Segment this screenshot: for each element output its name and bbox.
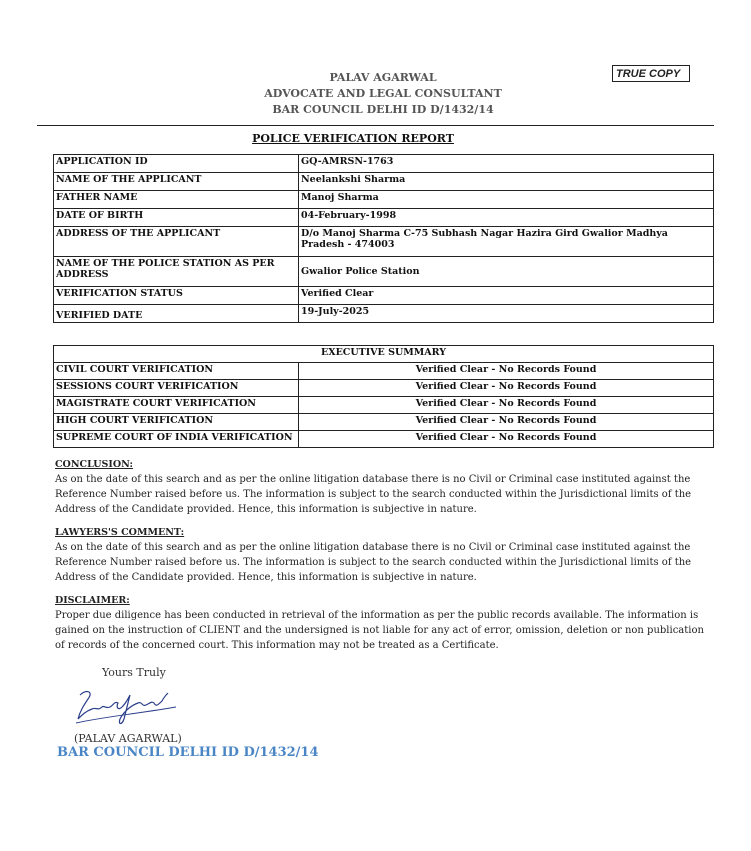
detail-value: Manoj Sharma [299,191,714,209]
conclusion-text: As on the date of this search and as per the online litigation database there is no Civil or Criminal case instituted against the Reference Number raised before us. The information is subject to the search conducted within the Jurisdictional limits of the Address of the Candidate provided. Hence, this information is subjective in nature. [55,474,692,515]
lawyers-comment-section [55,525,705,585]
conclusion-heading: CONCLUSION: [55,459,133,470]
signatory-bar-id: BAR COUNCIL DELHI ID D/1432/14 [57,745,319,760]
detail-label: APPLICATION ID [54,155,299,173]
table-row [54,346,714,363]
disclaimer-heading: DISCLAIMER: [55,595,130,606]
yours-truly: Yours Truly [102,666,166,679]
table-row [54,227,714,257]
summary-value: Verified Clear - No Records Found [299,431,714,448]
detail-label: VERIFICATION STATUS [54,287,299,305]
detail-value: GQ-AMRSN-1763 [299,155,714,173]
applicant-details-table [53,154,714,323]
detail-label: DATE OF BIRTH [54,209,299,227]
lawyers-comment-text: As on the date of this search and as per the online litigation database there is no Civil or Criminal case instituted against the Reference Number raised before us. The information is subject to the search conducted within the Jurisdictional limits of the Address of the Candidate provided. Hence, this information is subjective in nature. [55,542,692,583]
true-copy-stamp: TRUE COPY [612,65,690,82]
summary-value: Verified Clear - No Records Found [299,397,714,414]
detail-label: NAME OF THE APPLICANT [54,173,299,191]
table-row [54,173,714,191]
summary-label: HIGH COURT VERIFICATION [54,414,299,431]
table-row [54,257,714,287]
summary-value: Verified Clear - No Records Found [299,380,714,397]
table-row [54,363,714,380]
detail-label: VERIFIED DATE [54,305,299,323]
summary-label: SESSIONS COURT VERIFICATION [54,380,299,397]
detail-value: Neelankshi Sharma [299,173,714,191]
table-row [54,414,714,431]
table-row [54,287,714,305]
summary-label: SUPREME COURT OF INDIA VERIFICATION [54,431,299,448]
table-row [54,431,714,448]
report-title: POLICE VERIFICATION REPORT [252,132,454,145]
header-divider [37,125,714,126]
signature-image [72,685,182,730]
conclusion-section [55,457,705,517]
detail-value: D/o Manoj Sharma C-75 Subhash Nagar Hazira Gird Gwalior Madhya Pradesh - 474003 [299,227,714,257]
disclaimer-section [55,593,705,653]
summary-heading: EXECUTIVE SUMMARY [54,346,714,363]
summary-value: Verified Clear - No Records Found [299,363,714,380]
summary-value: Verified Clear - No Records Found [299,414,714,431]
detail-value: Verified Clear [299,287,714,305]
table-row [54,380,714,397]
table-row [54,397,714,414]
detail-value: 19-July-2025 [299,305,714,323]
signatory-name: (PALAV AGARWAL) [74,732,182,745]
advocate-designation: ADVOCATE AND LEGAL CONSULTANT [264,87,502,100]
bar-council-id: BAR COUNCIL DELHI ID D/1432/14 [272,103,494,116]
table-row [54,155,714,173]
executive-summary-table [53,345,714,448]
detail-label: FATHER NAME [54,191,299,209]
table-row [54,191,714,209]
detail-label: ADDRESS OF THE APPLICANT [54,227,299,257]
lawyers-comment-heading: LAWYERS'S COMMENT: [55,527,185,538]
table-row [54,209,714,227]
table-row [54,305,714,323]
summary-label: CIVIL COURT VERIFICATION [54,363,299,380]
disclaimer-text: Proper due diligence has been conducted in retrieval of the information as per the public records available. The information is gained on the instruction of CLIENT and the undersigned is not liable for any act of error, omission, deletion or non publication of records of the concerned court. This information may not be treated as a Certificate. [55,610,704,651]
detail-value: 04-February-1998 [299,209,714,227]
detail-value: Gwalior Police Station [299,257,714,287]
letterhead [0,70,751,118]
summary-label: MAGISTRATE COURT VERIFICATION [54,397,299,414]
advocate-name: PALAV AGARWAL [329,71,437,84]
detail-label: NAME OF THE POLICE STATION AS PER ADDRESS [54,257,299,287]
